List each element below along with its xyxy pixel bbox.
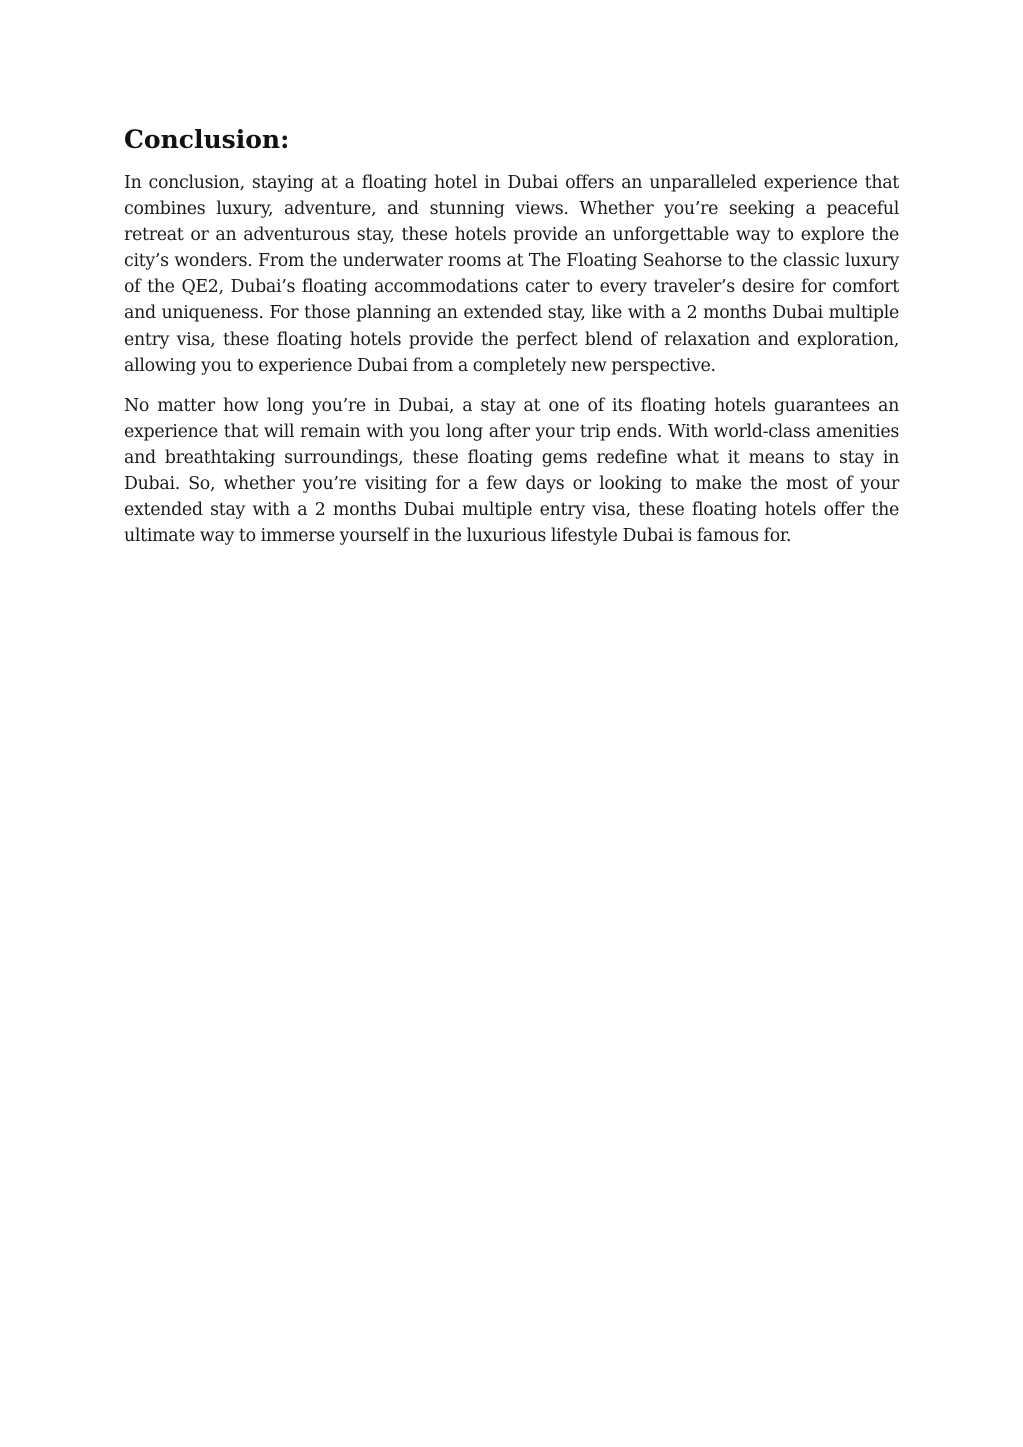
paragraph-closing: No matter how long you’re in Dubai, a stay at one of its floating hotels guarantees an experience that will remain with you long after your trip ends. With world-class amenities and breathtaking surroundings, these floating gems redefine what it means to stay in Dubai. So, whether you’re visiting for a few days or looking to make the most of your extended stay with a 2 months Dubai multiple entry visa, these floating hotels offer the ultimate way to immerse yourself in the luxurious lifestyle Dubai is famous for. [124,395,899,547]
section-heading: Conclusion: [124,125,290,154]
document-content [124,122,899,563]
paragraph-conclusion: In conclusion, staying at a floating hotel in Dubai offers an unparalleled experience that combines luxury, adventure, and stunning views. Whether you’re seeking a peaceful retreat or an adventurous stay, these hotels provide an unforgettable way to explore the city’s wonders. From the underwater rooms at The Floating Seahorse to the classic luxury of the QE2, Dubai’s floating accommodations cater to every traveler’s desire for comfort and uniqueness. For those planning an extended stay, like with a 2 months Dubai multiple entry visa, these floating hotels provide the perfect blend of relaxation and exploration, allowing you to experience Dubai from a completely new perspective. [124,173,899,376]
